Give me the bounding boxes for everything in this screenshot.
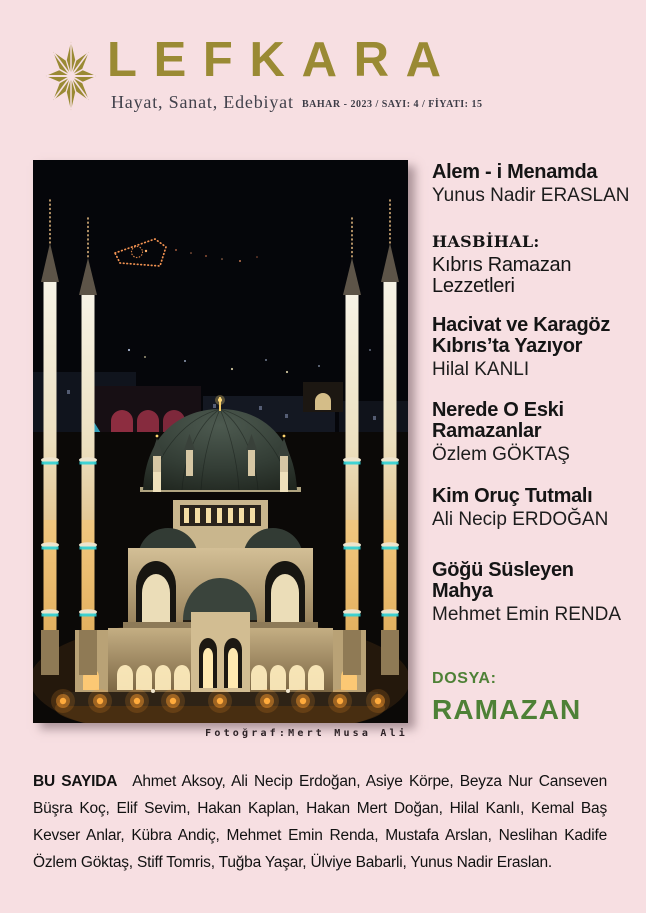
photo-credit: Fotoğraf:Mert Musa Ali (205, 728, 408, 739)
article-title-line: Lezzetleri (432, 275, 515, 297)
lefkara-lace-star-icon (43, 38, 99, 114)
article-author: Yunus Nadir ERASLAN (432, 185, 630, 206)
contributors-line: Özlem Göktaş, Stiff Tomris, Tuğba Yaşar, Ülviye Babarli, Yunus Nadir Eraslan. (33, 854, 553, 871)
article-author: Ali Necip ERDOĞAN (432, 509, 609, 530)
article-title-line: Hacivat ve Karagöz (432, 314, 611, 336)
dossier-label: DOSYA: (432, 670, 497, 687)
contributors-section (33, 768, 607, 876)
contributors-names: Ahmet Aksoy, Ali Necip Erdoğan, Asiye Körpe, Beyza Nur Canseven (132, 773, 607, 790)
article-author: Hilal KANLI (432, 359, 530, 380)
article-block (432, 232, 644, 297)
article-title-line: Kıbrıs’ta Yazıyor (432, 335, 583, 357)
article-title-line: Kıbrıs Ramazan (432, 254, 572, 276)
minaret (79, 218, 97, 675)
article-block (432, 400, 644, 465)
ground-lights (51, 689, 390, 713)
contributors-line: Kevser Anlar, Kübra Andiç, Mehmet Emin Renda, Mustafa Arslan, Neslihan Kadife (33, 827, 607, 844)
contributors-heading: BU SAYIDA (33, 773, 118, 790)
minaret (381, 200, 399, 675)
article-title-line: Göğü Süsleyen (432, 559, 574, 581)
article-title-line: Nerede O Eski (432, 399, 564, 421)
article-block (432, 162, 644, 206)
minaret (41, 200, 59, 675)
article-block (432, 486, 644, 530)
dossier-title: RAMAZAN (432, 694, 582, 725)
article-title-line: Mahya (432, 580, 493, 602)
article-title-line: Ramazanlar (432, 420, 542, 442)
minaret (343, 218, 361, 675)
dossier-block (432, 670, 644, 726)
article-author: Özlem GÖKTAŞ (432, 444, 570, 465)
contributors-line (33, 768, 607, 795)
article-kicker: HASBİHAL: (432, 232, 540, 251)
cover-photo-mosque (33, 160, 408, 723)
article-block (432, 315, 644, 380)
magazine-title: LEFKARA (107, 33, 458, 87)
article-block (432, 560, 644, 625)
article-title-line: Alem - i Menamda (432, 161, 598, 183)
magazine-subtitle: Hayat, Sanat, Edebiyat (111, 92, 294, 112)
article-author: Mehmet Emin RENDA (432, 604, 621, 625)
contributors-line: Büşra Koç, Elif Sevim, Hakan Kaplan, Hakan Mert Doğan, Hilal Kanlı, Kemal Baş (33, 800, 607, 817)
issue-info: BAHAR - 2023 / SAYI: 4 / FİYATI: 15 (302, 99, 483, 110)
article-title-line: Kim Oruç Tutmalı (432, 485, 593, 507)
